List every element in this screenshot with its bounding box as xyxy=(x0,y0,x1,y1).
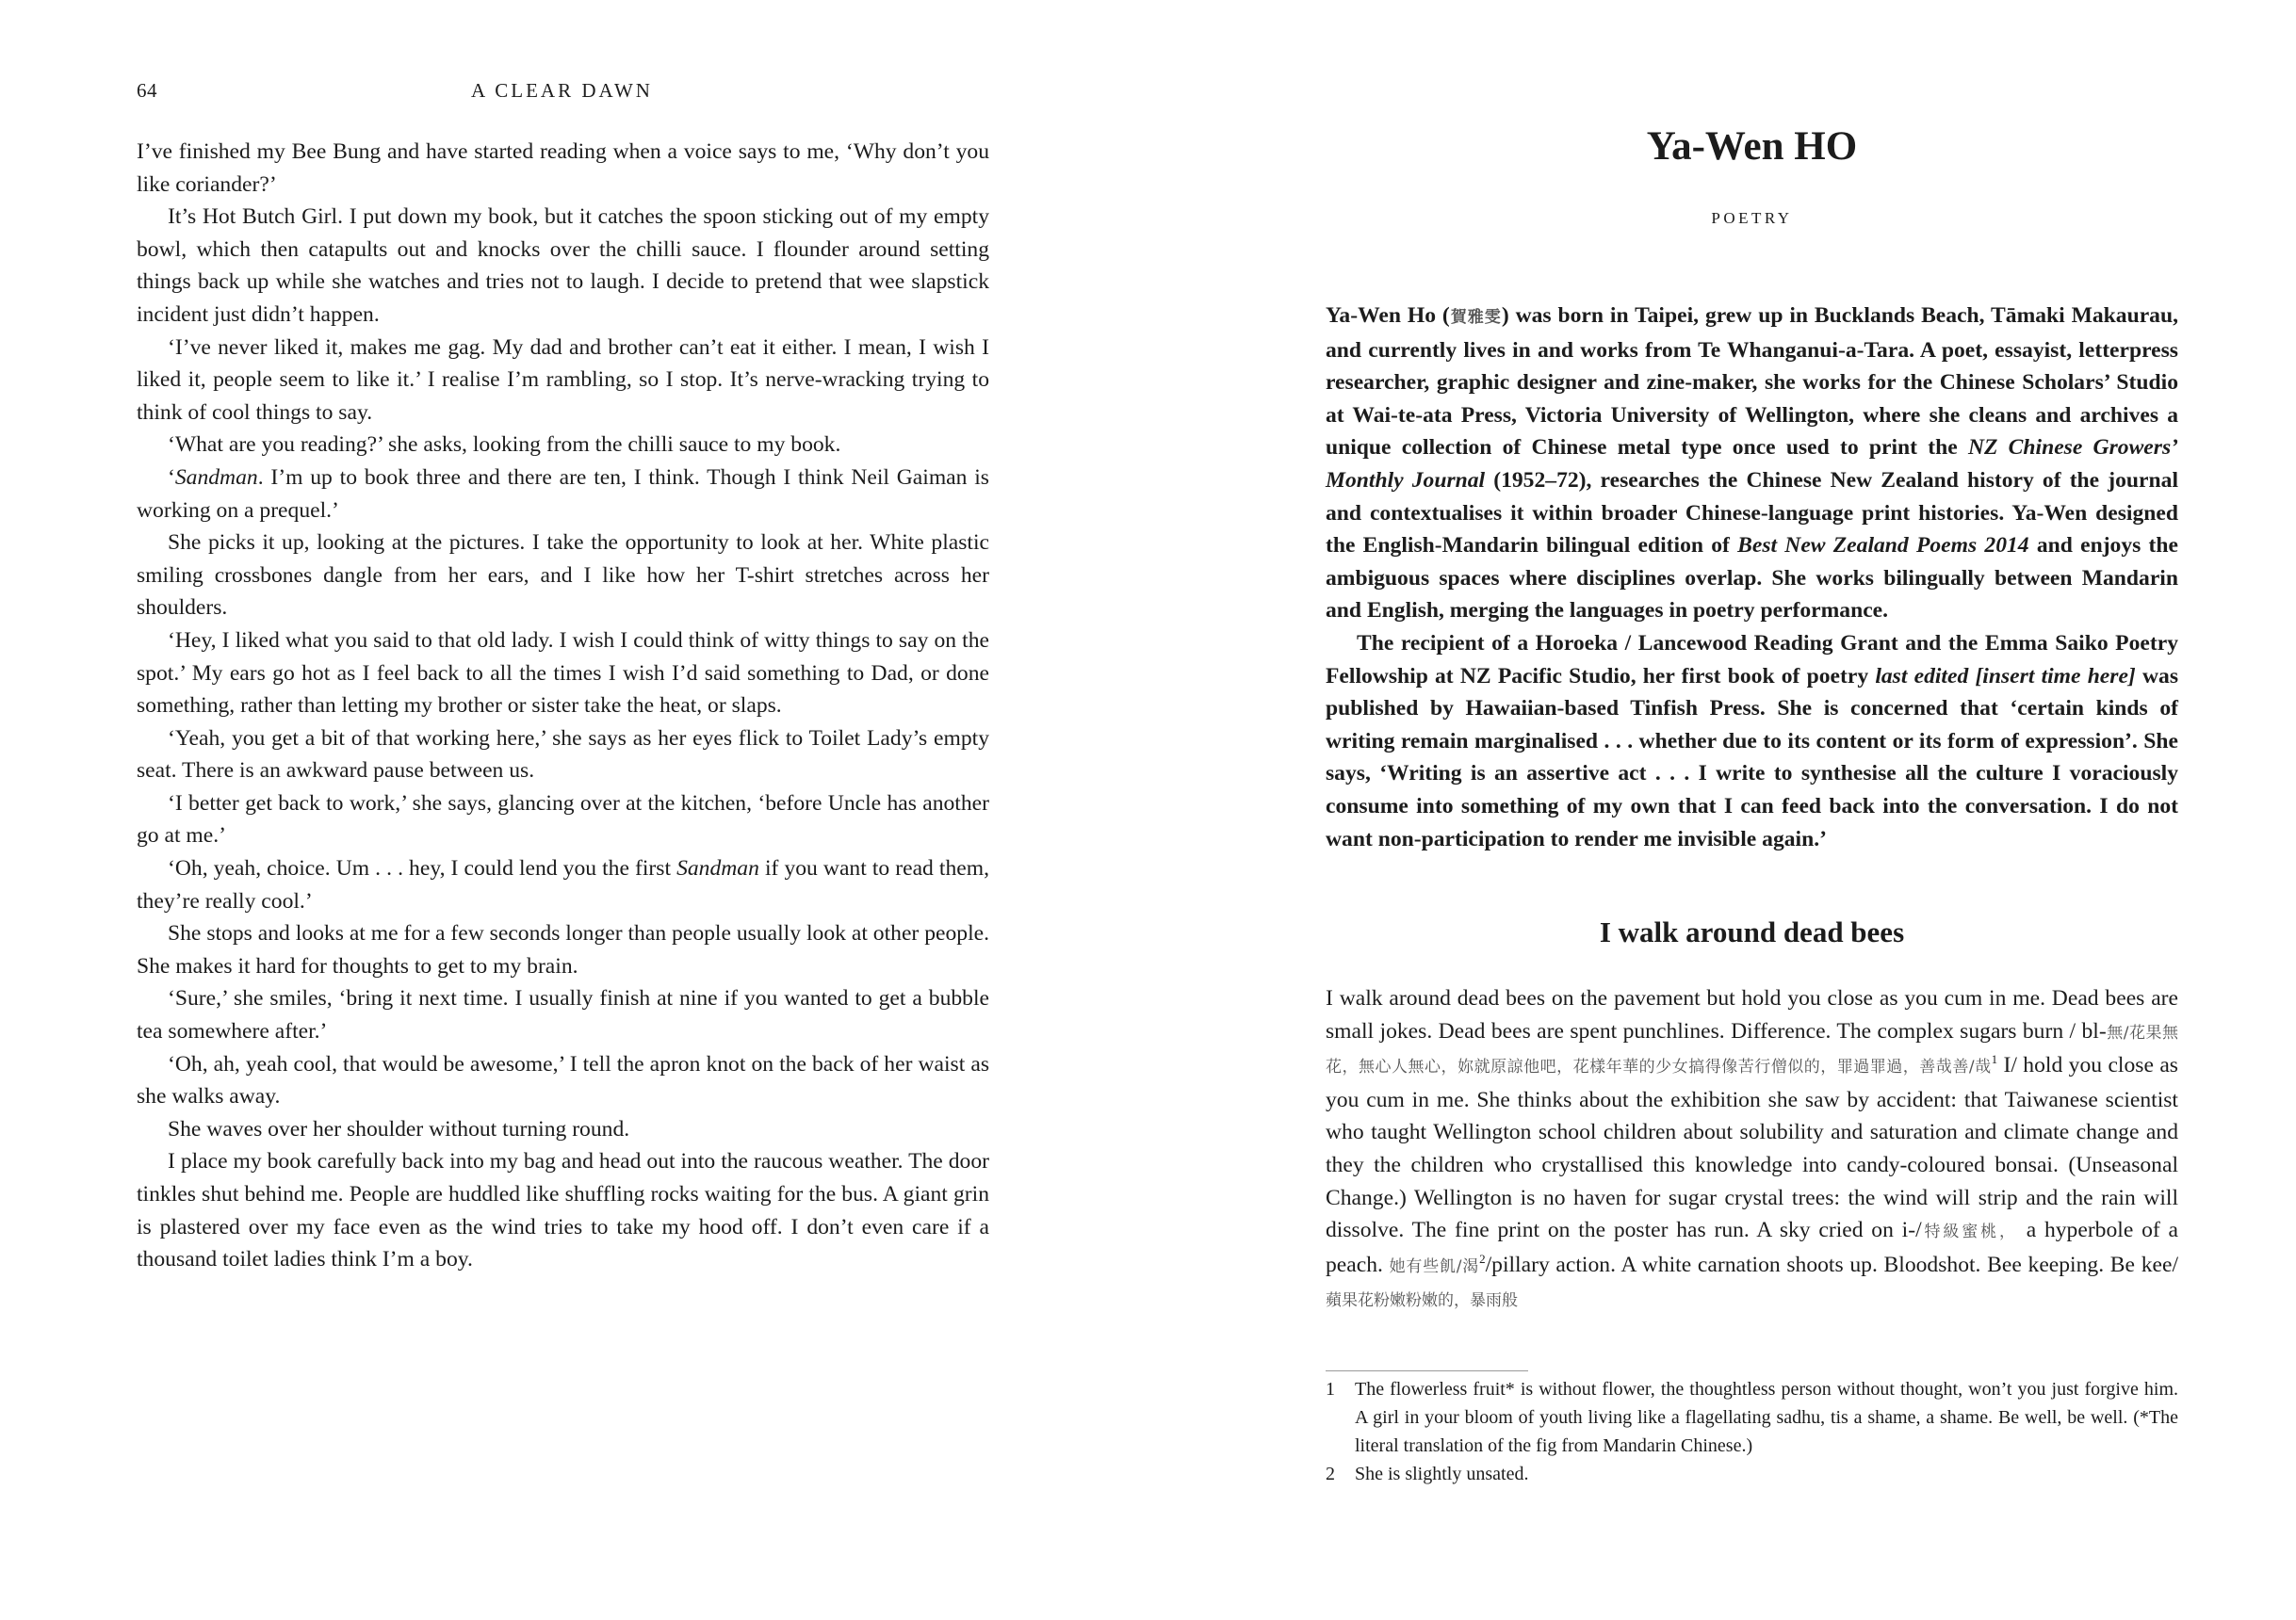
footnote-text: She is slightly unsated. xyxy=(1355,1464,1529,1484)
bio-paragraph: Ya-Wen Ho (賀雅雯) was born in Taipei, grew up in Bucklands Beach, Tāmaki Makaurau, and currently lives in and works from Te Whanganui-a-Tara. A poet, essayist, letterpress researcher, graphic designer and zine-maker, she works for the Chinese Scholars’ Studio at Wai-te-ata Press, Victoria University of Wellington, where she cleans and archives a unique collection of Chinese metal type once used to print the NZ Chinese Growers’ Monthly Journal (1952–72), researches the Chinese New Zealand history of the journal and contextualises it within broader Chinese-language print histories. Ya-Wen designed the English-Mandarin bilingual edition of Best New Zealand Poems 2014 and enjoys the ambiguous spaces where disciplines overlap. She works bilingually between Mandarin and English, merging the languages in poetry performance. xyxy=(1326,303,2179,624)
paragraph: She picks it up, looking at the pictures. I take the opportunity to look at her. White plastic smiling crossbones dangle from her ears, and I like how her T-shirt stretches across her shoulders. xyxy=(137,530,989,621)
paragraph: She stops and looks at me for a few seconds longer than people usually look at other people. She makes it hard for thoughts to get to my brain. xyxy=(137,921,989,979)
footnote-ref: 1 xyxy=(1991,1052,1998,1067)
book-title-italic: Sandman xyxy=(174,464,258,490)
chinese-text: 蘋果花粉嫩粉嫩的，暴雨般 xyxy=(1326,1291,1518,1311)
paragraph: It’s Hot Butch Girl. I put down my book, but it catches the spoon sticking out of my empty bowl, which then catapults out and knocks over the chilli sauce. I flounder around setting things back up while she watches and tries not to laugh. I decide to pretend that wee slapstick incident just didn’t happen. xyxy=(137,204,989,327)
footnote-number: 2 xyxy=(1326,1464,1335,1484)
footnote xyxy=(1326,1375,2178,1460)
poem-paragraph: I walk around dead bees on the pavement but hold you close as you cum in me. Dead bees are small jokes. Dead bees are spent punchlines. Difference. The complex sugars burn / bl-無/花果無花，無心人無心，妳就原諒他吧，花樣年華的少女搞得像苦行僧似的，罪過罪過，善哉善/哉$^1$ I/ hold you close as you cum in me. She thinks about the exhibition she saw by accident: that Taiwanese scientist who taught Wellington school children about solubility and saturation and climate change and they the children who crystallised this knowledge into candy-coloured bonsai. (Unseasonal Change.) Wellington is no haven for sugar crystal trees: the wind will strip and the rain will dissolve. The fine print on the poster has run. A sky cried on i-/特級蜜桃， a hyperbole of a peach. 她有些飢/渴$^2$/pillary action. A white carnation shoots up. Bloodshot. Bee keeping. Be kee/ 蘋果花粉嫩粉嫩的，暴雨般 xyxy=(1326,986,2178,1311)
running-head xyxy=(137,79,989,104)
paragraph: ‘Sure,’ she smiles, ‘bring it next time. I usually finish at nine if you wanted to get a bubble tea somewhere after.’ xyxy=(137,986,989,1045)
author-heading: Ya-Wen HO xyxy=(1646,124,1858,169)
footnotes xyxy=(1326,1375,2178,1488)
chinese-text: 她有些飢/渴 xyxy=(1389,1256,1480,1276)
footnote-divider xyxy=(1326,1370,1528,1371)
poem-title: I walk around dead bees xyxy=(1599,915,1905,948)
genre-label: POETRY xyxy=(1711,209,1793,227)
paragraph: She waves over her shoulder without turning round. xyxy=(168,1116,630,1142)
paragraph: ‘Sandman. I’m up to book three and there are ten, I think. Though I think Neil Gaiman is working on a prequel.’ xyxy=(137,464,989,523)
book-title-italic: Sandman xyxy=(676,856,759,882)
author-bio xyxy=(1326,300,2178,855)
running-title: A CLEAR DAWN xyxy=(471,79,653,102)
paragraph: ‘Oh, yeah, choice. Um . . . hey, I could lend you the first Sandman if you want to read them, they’re really cool.’ xyxy=(137,856,989,914)
poetry-book-title: last edited [insert time here] xyxy=(1875,663,2136,688)
poem-text xyxy=(1326,982,2178,1318)
paragraph: I’ve finished my Bee Bung and have started reading when a voice says to me, ‘Why don’t you like coriander?’ xyxy=(137,139,989,197)
journal-title: NZ Chinese Growers’ Monthly Journal xyxy=(1326,435,2178,493)
chinese-text: 無/花果無花，無心人無心，妳就原諒他吧，花樣年華的少女搞得像苦行僧似的，罪過罪過，善哉善/哉 xyxy=(1326,1023,2178,1077)
page-number: 64 xyxy=(137,79,157,102)
footnote-text: The flowerless fruit* is without flower, the thoughtless person without thought, won’t you just forgive him. A girl in your bloom of youth living like a flagellating sadhu, tis a shame, a shame. Be well, be well. (*The literal translation of the fig from Mandarin Chinese.) xyxy=(1355,1379,2178,1456)
anthology-title: Best New Zealand Poems 2014 xyxy=(1737,533,2029,559)
footnote-number: 1 xyxy=(1326,1379,1335,1400)
chinese-name: 賀雅雯 xyxy=(1449,308,1502,327)
paragraph: I place my book carefully back into my bag and head out into the raucous weather. The door tinkles shut behind me. People are huddled like shuffling rocks waiting for the bus. A giant grin is plastered over my face even as the wind tries to take my hood off. I don’t even care if a thousand toilet ladies think I’m a boy. xyxy=(137,1149,989,1272)
paragraph: ‘Yeah, you get a bit of that working here,’ she says as her eyes flick to Toilet Lady’s empty seat. There is an awkward pause between us. xyxy=(137,725,989,784)
paragraph: ‘What are you reading?’ she asks, looking from the chilli sauce to my book. xyxy=(168,432,841,458)
paragraph: ‘I better get back to work,’ she says, glancing over at the kitchen, ‘before Uncle has another go at me.’ xyxy=(137,790,989,849)
paragraph: ‘Oh, ah, yeah cool, that would be awesome,’ I tell the apron knot on the back of her waist as she walks away. xyxy=(137,1051,989,1110)
chinese-text: 特級蜜桃， xyxy=(1921,1223,2018,1242)
bio-paragraph: The recipient of a Horoeka / Lancewood Reading Grant and the Emma Saiko Poetry Fellowship at NZ Pacific Studio, her first book of poetry last edited [insert time here] was published by Hawaiian-based Tinfish Press. She is concerned that ‘certain kinds of writing remain marginalised . . . whether due to its content or its form of expression’. She says, ‘Writing is an assertive act . . . I write to synthesise all the culture I voraciously consume into something of my own that I can feed back into the conversation. I do not want non-participation to render me invisible again.’ xyxy=(1326,630,2179,851)
paragraph: ‘Hey, I liked what you said to that old lady. I wish I could think of witty things to say on the spot.’ My ears go hot as I feel back to all the times I wish I’d said something to Dad, or done something, rather than letting my brother or sister take the heat, or slaps. xyxy=(137,627,989,719)
footnote xyxy=(1326,1460,2178,1488)
footnote-ref: 2 xyxy=(1479,1251,1486,1266)
paragraph: ‘I’ve never liked it, makes me gag. My dad and brother can’t eat it either. I mean, I wish I liked it, people seem to like it.’ I realise I’m rambling, so I stop. It’s nerve-wracking trying to think of cool things to say. xyxy=(137,334,989,425)
story-text xyxy=(137,136,989,1276)
